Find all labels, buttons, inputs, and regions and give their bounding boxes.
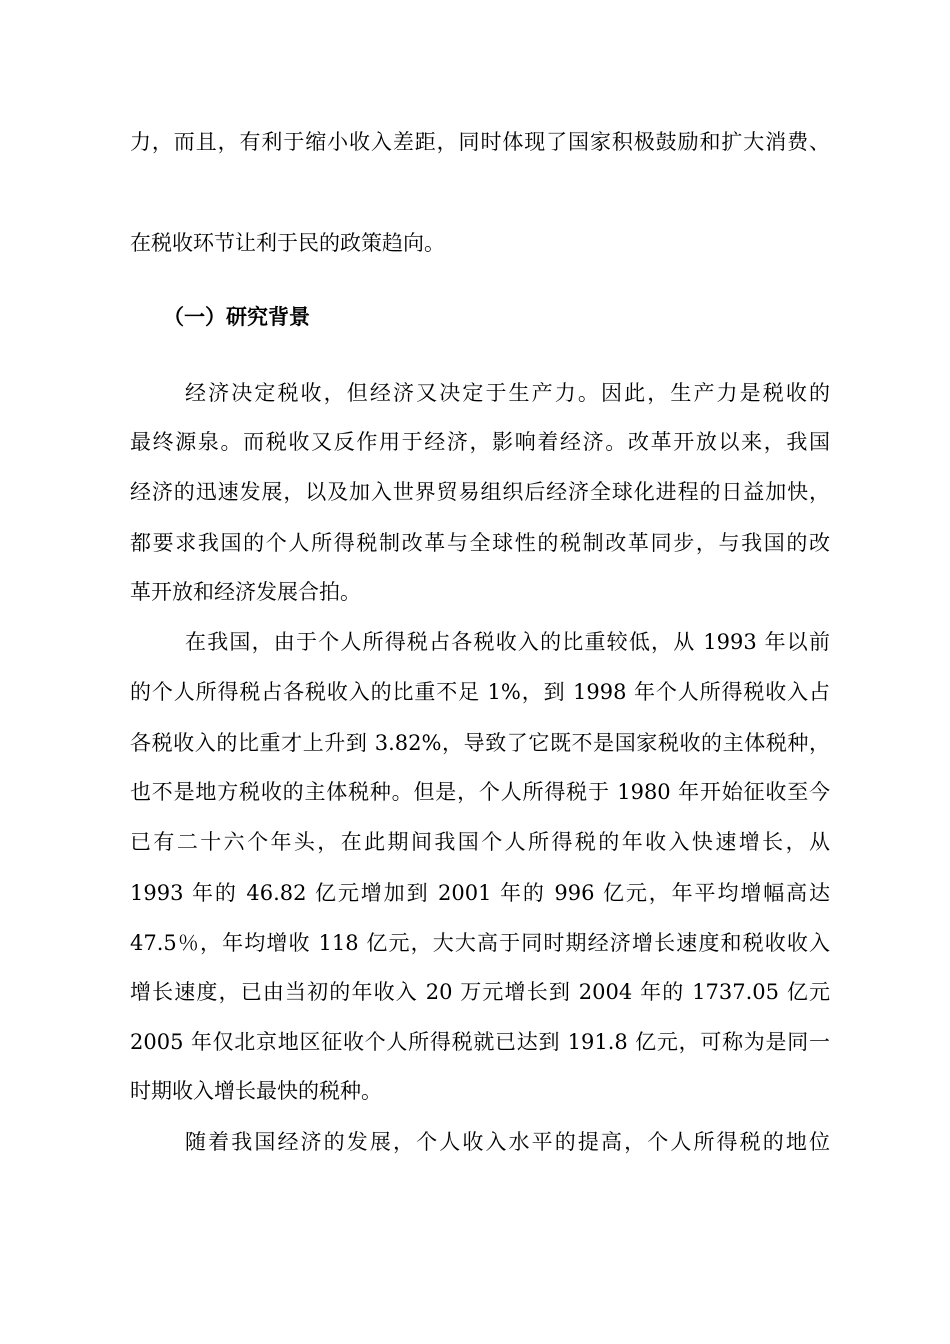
paragraph-2-line: 也不是地方税收的主体税种。但是，个人所得税于 1980 年开始征收至今 [130,780,830,804]
paragraph-2-line: 的个人所得税占各税收入的比重不足 1%，到 1998 年个人所得税收入占 [130,680,830,704]
paragraph-2-line: 1993 年的 46.82 亿元增加到 2001 年的 996 亿元，年平均增幅高达 [130,881,830,905]
paragraph-3-line: 随着我国经济的发展，个人收入水平的提高，个人所得税的地位 [185,1130,830,1154]
paragraph-1-line: 经济决定税收，但经济又决定于生产力。因此，生产力是税收的 [185,381,830,405]
paragraph-2-line: 已有二十六个年头，在此期间我国个人所得税的年收入快速增长，从 [130,830,830,854]
paragraph-2-line: 在我国，由于个人所得税占各税收入的比重较低，从 1993 年以前 [185,630,830,654]
paragraph-2-line: 时期收入增长最快的税种。 [130,1079,382,1103]
intro-line-1: 力，而且，有利于缩小收入差距，同时体现了国家积极鼓励和扩大消费、 [130,130,830,154]
paragraph-2-line: 各税收入的比重才上升到 3.82%，导致了它既不是国家税收的主体税种， [130,731,830,755]
paragraph-1-line: 都要求我国的个人所得税制改革与全球性的税制改革同步，与我国的改 [130,531,830,555]
paragraph-1-line: 经济的迅速发展，以及加入世界贸易组织后经济全球化进程的日益加快， [130,480,830,504]
paragraph-2-line: 2005 年仅北京地区征收个人所得税就已达到 191.8 亿元，可称为是同一 [130,1030,830,1054]
paragraph-1-line: 最终源泉。而税收又反作用于经济，影响着经济。改革开放以来，我国 [130,430,830,454]
section-heading: （一）研究背景 [163,304,310,329]
paragraph-2-line: 增长速度，已由当初的年收入 20 万元增长到 2004 年的 1737.05 亿元 [130,980,830,1004]
paragraph-1-line: 革开放和经济发展合拍。 [130,580,361,604]
paragraph-2-line: 47.5％，年均增收 118 亿元，大大高于同时期经济增长速度和税收收入 [130,931,830,955]
intro-line-2: 在税收环节让利于民的政策趋向。 [130,231,445,255]
